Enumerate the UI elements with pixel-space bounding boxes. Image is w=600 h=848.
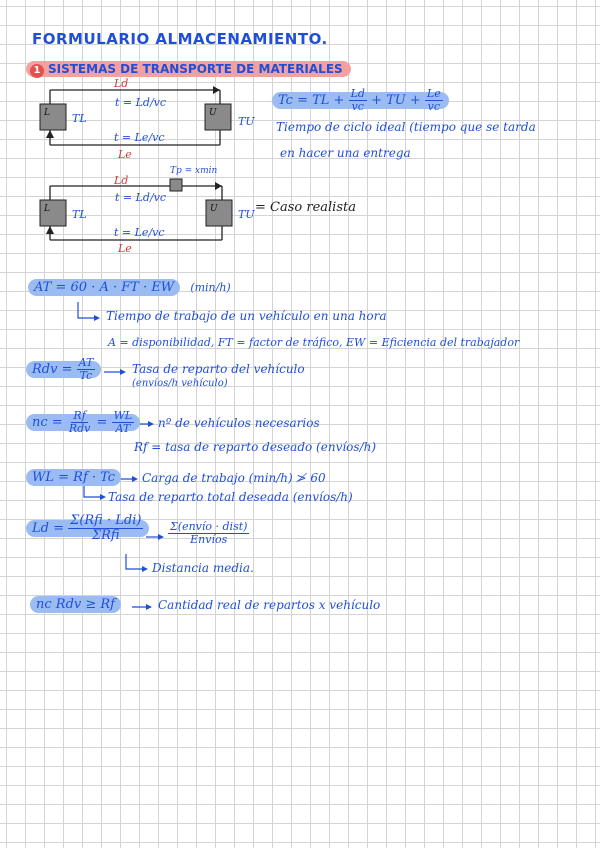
stop-box bbox=[170, 179, 182, 191]
condition-expr: nc Rdv ≥ Rf bbox=[30, 596, 121, 613]
top-arrow-head-2 bbox=[215, 182, 222, 190]
return-arrow-head-2 bbox=[46, 226, 54, 234]
tc-f2-den: vc bbox=[427, 99, 440, 113]
ld-description: Distancia media. bbox=[152, 561, 254, 575]
wl-arrow-1-head bbox=[132, 476, 138, 482]
tu-label-2: TU bbox=[238, 208, 255, 221]
nc-f1-num: Rf bbox=[73, 409, 86, 422]
tc-f1-num: Ld bbox=[350, 87, 365, 100]
nc-lhs: nc = bbox=[32, 414, 63, 430]
t-top-label-2: t = Ld/vc bbox=[115, 191, 167, 204]
tl-label-2: TL bbox=[72, 208, 87, 221]
section-number: 1 bbox=[30, 64, 44, 78]
wl-description-1: Carga de trabajo (min/h) ≯ 60 bbox=[142, 471, 326, 485]
rdv-description-line2: (envíos/h vehículo) bbox=[132, 378, 228, 389]
wl-expr: WL = Rf · Tc bbox=[26, 469, 121, 486]
rdv-formula bbox=[26, 357, 101, 381]
tc-formula bbox=[272, 88, 449, 112]
at-formula bbox=[28, 280, 231, 295]
nc-f2-den: AT bbox=[115, 421, 131, 435]
t-bottom-label-2: t = Le/vc bbox=[114, 226, 165, 239]
nc-description: nº de vehículos necesarios bbox=[158, 416, 320, 430]
le-label: Le bbox=[118, 148, 132, 161]
tu-label: TU bbox=[238, 115, 255, 128]
tp-label: Tp = xmin bbox=[170, 166, 218, 176]
nc-eq: = bbox=[96, 414, 108, 430]
tc-description-line1: Tiempo de ciclo ideal (tiempo que se tarda bbox=[276, 120, 536, 134]
ld-lhs: Ld = bbox=[32, 520, 64, 536]
condition-formula bbox=[30, 597, 121, 612]
rdv-arrow-head bbox=[120, 369, 126, 375]
at-expr: AT = 60 · A · FT · EW bbox=[28, 279, 180, 296]
ld-label-2: Ld bbox=[114, 174, 129, 187]
unload-box-label: U bbox=[209, 108, 217, 118]
section-title: SISTEMAS DE TRANSPORTE DE MATERIALES bbox=[48, 62, 343, 76]
nc-arrow-head bbox=[148, 421, 154, 427]
tc-description-line2: en hacer una entrega bbox=[280, 146, 411, 160]
nc-legend: Rf = tasa de reparto deseado (envíos/h) bbox=[134, 440, 377, 454]
wl-description-2: Tasa de reparto total deseada (envíos/h) bbox=[108, 490, 353, 504]
rdv-num: AT bbox=[78, 356, 94, 369]
at-legend: A = disponibilidad, FT = factor de tráfico, EW = Eficiencia del trabajador bbox=[108, 336, 520, 349]
t-bottom-label: t = Le/vc bbox=[114, 131, 165, 144]
le-label-2: Le bbox=[118, 242, 132, 255]
wl-formula bbox=[26, 470, 121, 485]
unload-box-label-2: U bbox=[210, 204, 218, 214]
rdv-den: Tc bbox=[79, 368, 93, 382]
ld-alt-formula bbox=[168, 521, 249, 545]
top-arrow-head bbox=[213, 86, 220, 94]
ld-den: ΣRfi bbox=[91, 527, 120, 543]
page-title: FORMULARIO ALMACENAMIENTO. bbox=[32, 30, 328, 48]
t-top-label: t = Ld/vc bbox=[115, 96, 167, 109]
at-description: Tiempo de trabajo de un vehículo en una hora bbox=[106, 309, 387, 323]
wl-arrow-2-head bbox=[100, 494, 106, 500]
ld-label: Ld bbox=[114, 77, 129, 90]
at-arrow-head bbox=[94, 315, 100, 321]
tl-label: TL bbox=[72, 112, 87, 125]
ld-alt-den: Envíos bbox=[190, 532, 228, 546]
nc-formula bbox=[26, 410, 140, 434]
tc-f2-num: Le bbox=[426, 87, 441, 100]
ld-formula bbox=[26, 514, 149, 542]
ld-arrow-2-head bbox=[142, 566, 148, 572]
condition-description: Cantidad real de repartos x vehículo bbox=[158, 598, 381, 612]
ld-alt-num: Σ(envío · dist) bbox=[170, 520, 248, 533]
tc-f1-den: vc bbox=[351, 99, 364, 113]
nc-f1-den: Rdv bbox=[68, 421, 91, 435]
ld-arrow-1-head bbox=[158, 534, 164, 540]
load-box-label: L bbox=[44, 108, 50, 118]
tc-lhs: Tc = TL + bbox=[278, 92, 345, 108]
rdv-description-line1: Tasa de reparto del vehículo bbox=[132, 362, 305, 376]
rdv-lhs: Rdv = bbox=[32, 361, 73, 377]
realistic-note: = Caso realista bbox=[255, 200, 356, 215]
ld-num: Σ(Rfi · Ldi) bbox=[70, 513, 142, 528]
tc-mid: + TU + bbox=[371, 92, 421, 108]
nc-f2-num: WL bbox=[113, 409, 133, 422]
return-arrow-head bbox=[46, 130, 54, 138]
cond-arrow-head bbox=[146, 604, 152, 610]
load-box-label-2: L bbox=[44, 204, 50, 214]
at-unit: (min/h) bbox=[190, 281, 231, 294]
